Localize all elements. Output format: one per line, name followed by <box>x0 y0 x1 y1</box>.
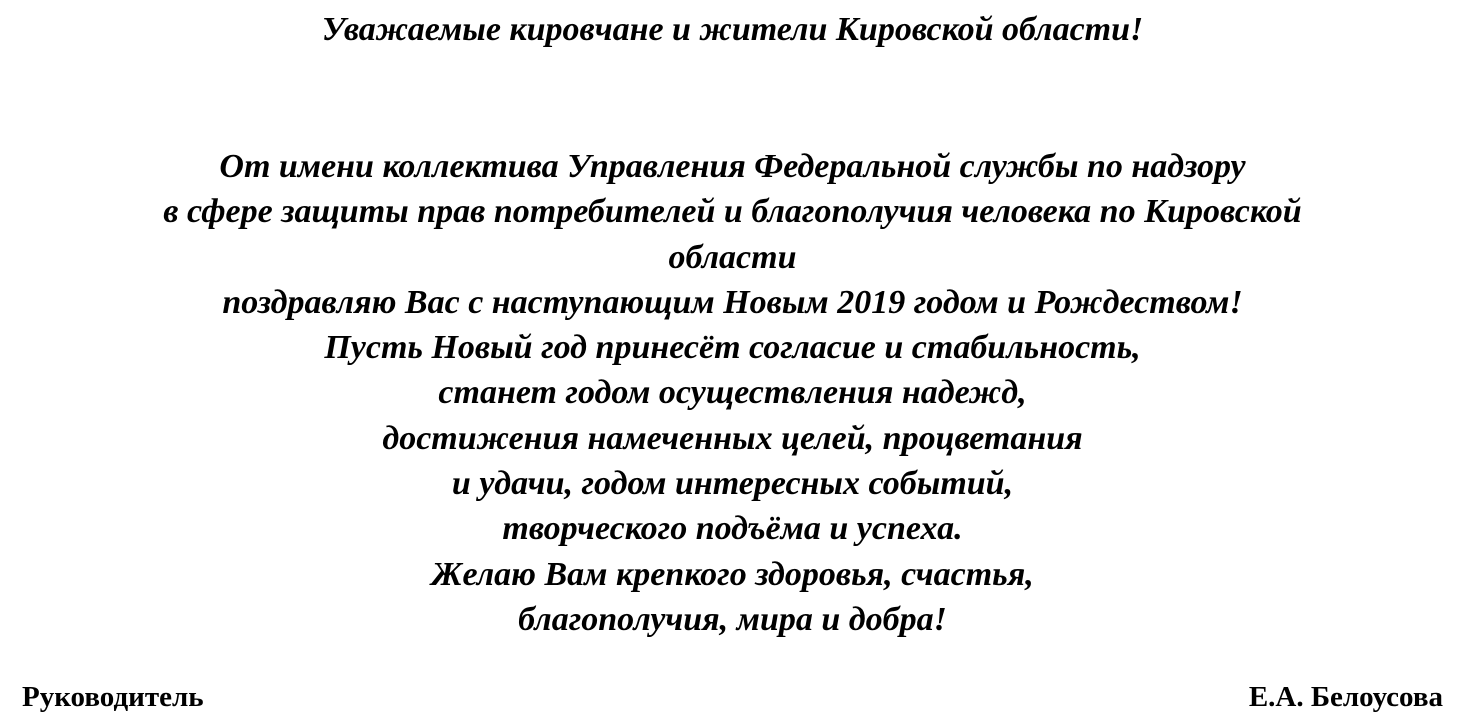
body-line: в сфере защиты прав потребителей и благополучия человека по Кировской <box>163 193 1302 231</box>
body-line: благополучия, мира и добра! <box>518 600 947 638</box>
signatory-title: Руководитель <box>22 681 204 713</box>
body-line: От имени коллектива Управления Федеральной службы по надзору <box>219 148 1246 185</box>
body-line: достижения намеченных целей, процветания <box>382 419 1083 457</box>
signatory-name: Е.А. Белоусова <box>1248 681 1443 713</box>
body-line: Желаю Вам крепкого здоровья, счастья, <box>431 555 1034 593</box>
body-line: Пусть Новый год принесёт согласие и стабильность, <box>324 329 1141 367</box>
greeting-heading: Уважаемые кировчане и жители Кировской области! <box>321 11 1144 48</box>
signature-block <box>22 677 1443 717</box>
body-line: поздравляю Вас с наступающим Новым 2019 годом и Рождеством! <box>222 283 1243 321</box>
body-line: творческого подъёма и успеха. <box>502 510 963 548</box>
greeting-body <box>0 144 1465 642</box>
body-line: и удачи, годом интересных событий, <box>451 465 1014 503</box>
body-line: области <box>668 238 797 276</box>
body-line: станет годом осуществления надежд, <box>438 374 1027 412</box>
